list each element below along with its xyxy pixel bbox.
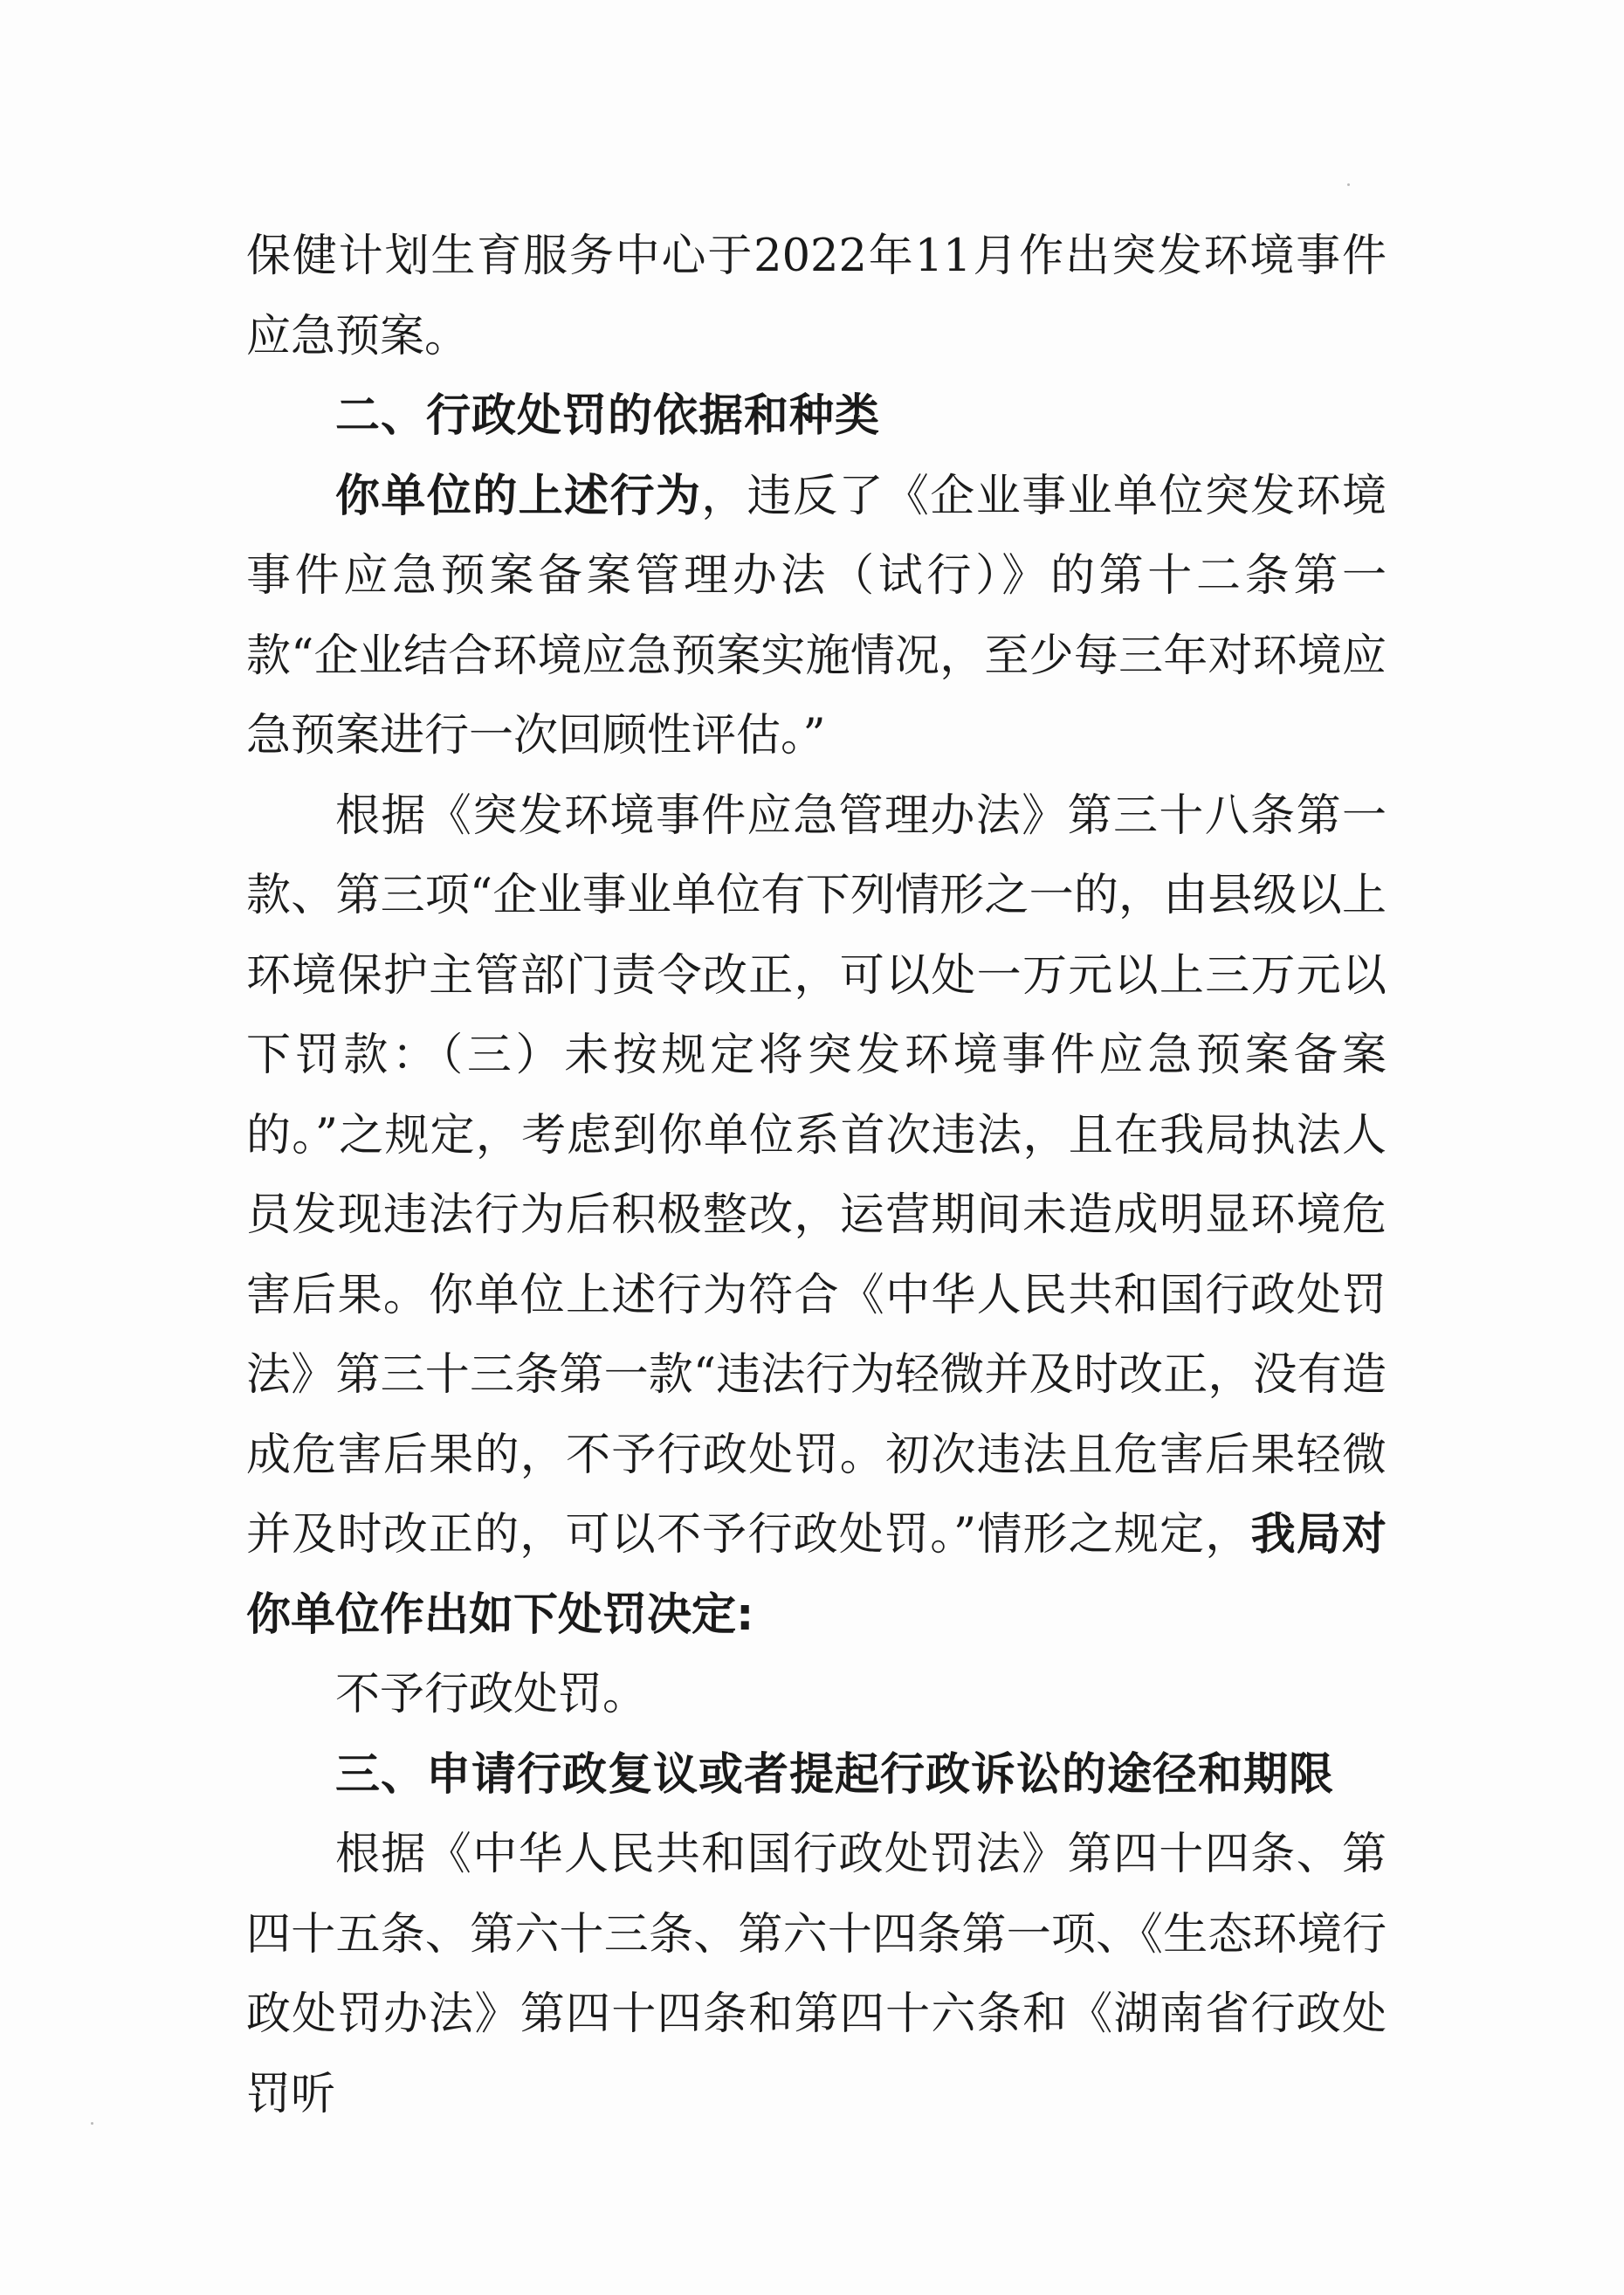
section-heading-basis: 二、行政处罚的依据和种类 [335,390,881,442]
paragraph-continuation: 保健计划生育服务中心于2022年11月作出突发环境事件应急预案。 [246,231,1387,362]
paragraph-text: ，违反了《企业事业单位突发环境事件应急预案备案管理办法（试行）》的第十二条第一款“企业结合环境应急预案实施情况，至少每三年对环境应急预案进行一次回顾性评估。” [246,470,1387,762]
paragraph-text: 根据《突发环境事件应急管理办法》第三十八条第一款、第三项“企业事业单位有下列情形之一的，由县级以上环境保护主管部门责令改正，可以处一万元以上三万元以下罚款：（三）未按规定将突发环境事件应急预案备案的。”之规定，考虑到你单位系首次违法，且在我局执法人员发现违法行为后积极整改，运营期间未造成明显环境危害后果。你单位上述行为符合《中华人民共和国行政处罚法》第三十三条第一款“违法行为轻微并及时改正，没有造成危害后果的，不予行政处罚。初次违法且危害后果轻微并及时改正的，可以不予行政处罚。”情形之规定， [246,789,1387,1561]
document-body [246,217,1387,2134]
paragraph-appeal-basis: 根据《中华人民共和国行政处罚法》第四十四条、第四十五条、第六十三条、第六十四条第一项、《生态环境行政处罚办法》第四十四条和第四十六条和《湖南省行政处罚听 [246,1829,1387,2120]
bold-lead: 你单位的上述行为 [335,470,702,522]
scan-speck [91,2122,93,2125]
bold-decision: 我局对你单位作出如下处罚决定: [246,1509,1387,1641]
paragraph-legal-basis [246,776,1387,1656]
paragraph-decision: 不予行政处罚。 [335,1669,648,1720]
section-heading-appeal: 三、申请行政复议或者提起行政诉讼的途径和期限 [335,1748,1335,1801]
paragraph-violation [246,457,1387,776]
scan-speck [1347,183,1350,186]
